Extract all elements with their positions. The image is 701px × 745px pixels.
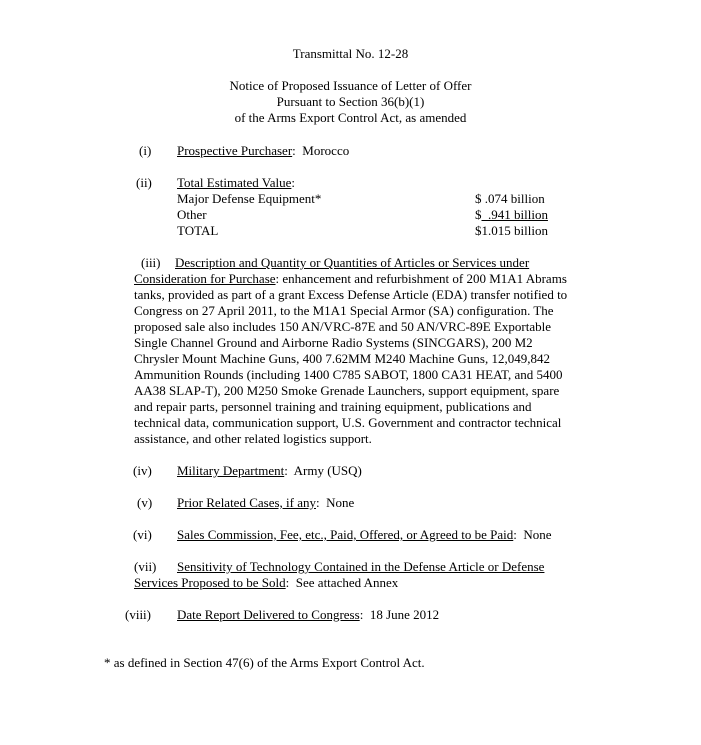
item-label-line: Services Proposed to be Sold: See attached Annex bbox=[134, 575, 399, 590]
item-label-part1: Description and Quantity or Quantities of Articles or Services under bbox=[175, 255, 530, 270]
transmittal-number: Transmittal No. 12-28 bbox=[292, 46, 409, 61]
item-label-part2: Consideration for Purchase bbox=[134, 271, 276, 286]
description-line: Single Channel Ground and Airborne Radio Systems (SINCGARS), 200 M2 bbox=[134, 335, 533, 350]
item-value: See attached Annex bbox=[295, 575, 399, 590]
item-label: Sales Commission, Fee, etc., Paid, Offered, or Agreed to be Paid bbox=[177, 527, 514, 542]
item-label-line: Sales Commission, Fee, etc., Paid, Offered, or Agreed to be Paid: None bbox=[177, 527, 552, 542]
item-number: (v) bbox=[137, 495, 153, 510]
value-row-amount: $ .074 billion bbox=[475, 191, 545, 206]
value-prefix: $ bbox=[475, 207, 482, 222]
value-underlined: .941 billion bbox=[481, 207, 548, 222]
footnote: * as defined in Section 47(6) of the Arms Export Control Act. bbox=[104, 655, 425, 670]
description-line: tanks, provided as part of a grant Excess Defense Article (EDA) transfer notified to bbox=[134, 287, 568, 302]
item-value: Morocco bbox=[302, 143, 350, 158]
item-label: Prospective Purchaser bbox=[177, 143, 293, 158]
item-label-line: Prior Related Cases, if any: None bbox=[177, 495, 355, 510]
item-description bbox=[134, 271, 604, 447]
item-label: Prior Related Cases, if any bbox=[177, 495, 316, 510]
description-line: assistance, and other related logistics support. bbox=[134, 431, 372, 446]
item-label: Military Department bbox=[177, 463, 285, 478]
item-number: (ii) bbox=[136, 175, 152, 190]
description-line: Chrysler Mount Machine Guns, 400 7.62MM M240 Machine Guns, 12,049,842 bbox=[134, 351, 550, 366]
item-number: (i) bbox=[139, 143, 152, 158]
item-value: None bbox=[326, 495, 355, 510]
description-line: AA38 SLAP-T), 200 M250 Smoke Grenade Launchers, support equipment, spare bbox=[134, 383, 560, 398]
item-number: (iv) bbox=[133, 463, 152, 478]
description-line: and repair parts, personnel training and training equipment, publications and bbox=[134, 399, 532, 414]
description-line: Ammunition Rounds (including 1400 C785 SABOT, 1800 CA31 HEAT, and 5400 bbox=[134, 367, 563, 382]
item-label bbox=[177, 559, 544, 575]
item-label-line: Date Report Delivered to Congress: 18 June 2012 bbox=[177, 607, 440, 622]
value-row-amount bbox=[475, 207, 548, 223]
value-row-label: Major Defense Equipment* bbox=[177, 191, 322, 206]
item-label-part1: Sensitivity of Technology Contained in the Defense Article or Defense bbox=[177, 559, 545, 574]
item-value: None bbox=[523, 527, 552, 542]
item-value: 18 June 2012 bbox=[369, 607, 440, 622]
item-label-line: Prospective Purchaser: Morocco bbox=[177, 143, 350, 158]
item-number: (viii) bbox=[125, 607, 151, 622]
item-value: Army (USQ) bbox=[293, 463, 362, 478]
item-label-line: Total Estimated Value: bbox=[177, 175, 296, 190]
value-row-amount: $1.015 billion bbox=[475, 223, 548, 238]
item-label: Total Estimated Value bbox=[177, 175, 292, 190]
title-line-2: Pursuant to Section 36(b)(1) bbox=[276, 94, 425, 109]
description-line: Congress on 27 April 2011, to the M1A1 Special Armor (SA) configuration. The bbox=[134, 303, 554, 318]
description-line bbox=[134, 271, 604, 287]
description-start: : enhancement and refurbishment of 200 M1A1 Abrams bbox=[275, 271, 567, 286]
description-line: technical data, communication support, U.S. Government and contractor technical bbox=[134, 415, 562, 430]
item-label-part2: Services Proposed to be Sold bbox=[134, 575, 286, 590]
value-row-label: TOTAL bbox=[177, 223, 219, 238]
item-number: (iii) bbox=[141, 255, 161, 270]
description-line: proposed sale also includes 150 AN/VRC-87E and 50 AN/VRC-89E Exportable bbox=[134, 319, 552, 334]
title-line-3: of the Arms Export Control Act, as amended bbox=[234, 110, 467, 125]
title-line-1: Notice of Proposed Issuance of Letter of Offer bbox=[229, 78, 472, 93]
item-label: Date Report Delivered to Congress bbox=[177, 607, 360, 622]
item-number: (vi) bbox=[133, 527, 152, 542]
item-label bbox=[175, 255, 529, 271]
value-row-label: Other bbox=[177, 207, 207, 222]
item-label-line: Military Department: Army (USQ) bbox=[177, 463, 362, 478]
item-number: (vii) bbox=[134, 559, 157, 574]
